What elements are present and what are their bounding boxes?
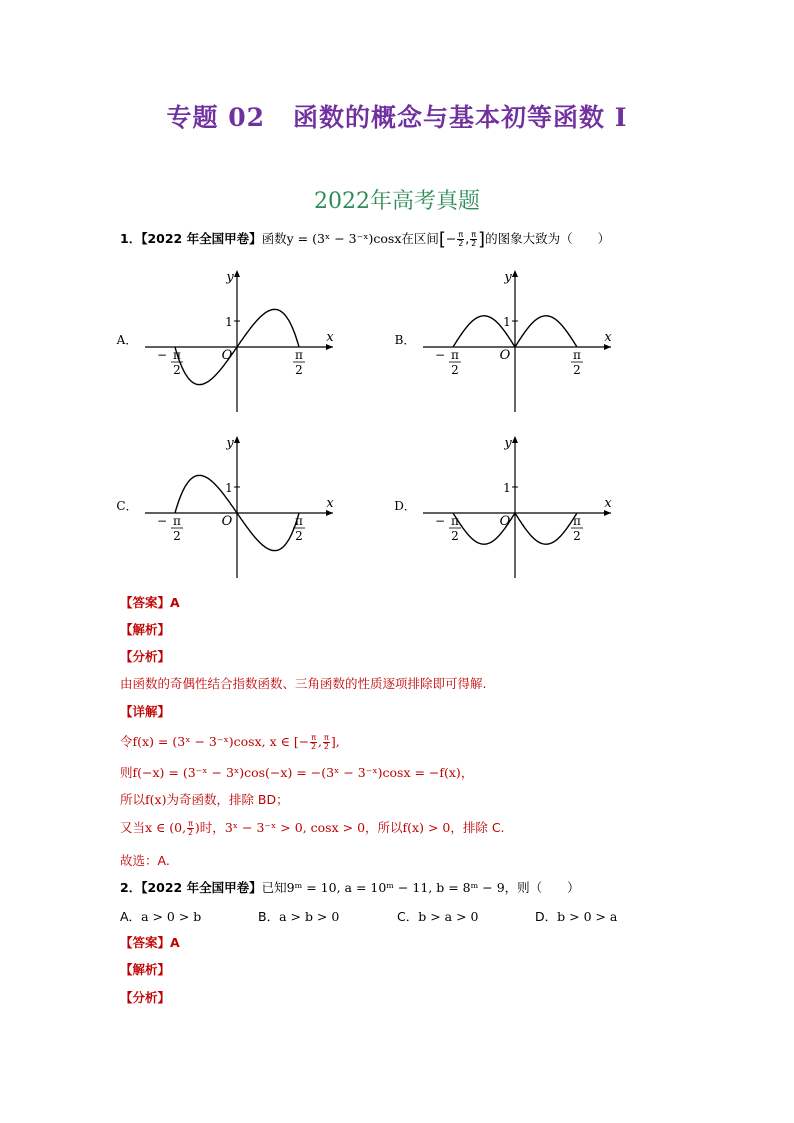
minus-sign: − bbox=[434, 348, 446, 362]
option-label: A． bbox=[116, 333, 138, 347]
option-label: D． bbox=[394, 499, 416, 513]
x-tick-num: π bbox=[173, 348, 181, 362]
page-title: 专题 02 函数的概念与基本初等函数 I bbox=[166, 103, 628, 132]
option-a[interactable]: A．a > 0 > b bbox=[120, 909, 202, 924]
origin-label: O bbox=[499, 514, 511, 529]
y-axis-label: y bbox=[504, 270, 512, 285]
option-label: C． bbox=[116, 499, 138, 513]
y-axis-arrow-icon bbox=[234, 436, 240, 443]
conclusion: 故选：A. bbox=[120, 853, 170, 868]
graph-option-b[interactable] bbox=[393, 262, 623, 417]
question-source-tag: 【2022 年全国甲卷】 bbox=[141, 231, 262, 246]
analysis-tag: 【解析】 bbox=[120, 622, 171, 637]
y-axis-arrow-icon bbox=[512, 436, 518, 443]
fenxi-tag: 【分析】 bbox=[120, 649, 171, 664]
x-tick-den: 2 bbox=[451, 529, 459, 543]
x-axis-label: x bbox=[604, 330, 612, 345]
graph-option-c[interactable] bbox=[115, 428, 345, 583]
x-axis-label: x bbox=[326, 496, 334, 511]
option-d[interactable]: D．b > 0 > a bbox=[535, 909, 618, 924]
fraction: $\frac{\pi}{2}$ bbox=[458, 230, 464, 248]
x-tick-den: 2 bbox=[573, 529, 581, 543]
x-tick-den: 2 bbox=[173, 363, 181, 377]
detail-line-3: 所以f(x)为奇函数，排除 BD； bbox=[120, 792, 289, 807]
q2-formula: 9ᵐ = 10, a = 10ᵐ − 11, b = 8ᵐ − 9 bbox=[286, 880, 505, 895]
fraction: $\frac{\pi}{2}$ bbox=[471, 230, 477, 248]
x-tick-num: π bbox=[295, 348, 303, 362]
x-tick-den: 2 bbox=[173, 529, 181, 543]
x-tick-den: 2 bbox=[295, 363, 303, 377]
x-axis-label: x bbox=[326, 330, 334, 345]
x-tick-den: 2 bbox=[451, 363, 459, 377]
detail-line-1: 令f(x) = (3ˣ − 3⁻ˣ)cosx, x ∈ [− $\frac{\pi}{2}$ , $\frac{\pi}{2}$ ], bbox=[120, 733, 340, 751]
section-subtitle: 2022年高考真题 bbox=[314, 189, 480, 214]
fenxi-text: 由函数的奇偶性结合指数函数、三角函数的性质逐项排除即可得解. bbox=[120, 676, 487, 691]
x-tick-num: π bbox=[173, 514, 181, 528]
origin-label: O bbox=[499, 348, 511, 363]
x-axis-label: x bbox=[604, 496, 612, 511]
q2-fenxi-tag: 【分析】 bbox=[120, 990, 171, 1005]
function-formula: y = (3ˣ − 3⁻ˣ)cosx bbox=[286, 231, 402, 246]
question-number: 2． bbox=[120, 880, 142, 895]
detail-line-4: 又当x ∈ (0, $\frac{\pi}{2}$ )时，3ˣ − 3⁻ˣ > 0, cosx > 0，所以f(x) > 0，排除 C. bbox=[120, 819, 505, 837]
question-1-stem: 1．【2022 年全国甲卷】函数y = (3ˣ − 3⁻ˣ)cosx在区间[− $\frac{\pi}{2}$ , $\frac{\pi}{2}$ ]的图象大致为（ ） bbox=[120, 229, 611, 250]
detail-line-2: 则f(−x) = (3⁻ˣ − 3ˣ)cos(−x) = −(3ˣ − 3⁻ˣ)cosx = −f(x)， bbox=[120, 765, 474, 780]
option-b[interactable]: B．a > b > 0 bbox=[258, 909, 340, 924]
question-number: 1． bbox=[120, 231, 142, 246]
x-tick-den: 2 bbox=[295, 529, 303, 543]
x-tick-num: π bbox=[295, 514, 303, 528]
y-axis-arrow-icon bbox=[234, 270, 240, 277]
question-2-stem: 2．【2022 年全国甲卷】已知9ᵐ = 10, a = 10ᵐ − 11, b = 8ᵐ − 9，则（ ） bbox=[120, 880, 580, 895]
minus-sign: − bbox=[434, 514, 446, 528]
minus-sign: − bbox=[156, 348, 168, 362]
y-axis-label: y bbox=[504, 436, 512, 451]
origin-label: O bbox=[221, 514, 233, 529]
y-axis-arrow-icon bbox=[512, 270, 518, 277]
question-source-tag: 【2022 年全国甲卷】 bbox=[141, 880, 262, 895]
x-tick-num: π bbox=[451, 514, 459, 528]
x-tick-num: π bbox=[573, 348, 581, 362]
detail-tag: 【详解】 bbox=[120, 704, 171, 719]
minus-sign: − bbox=[156, 514, 168, 528]
y-axis-label: y bbox=[226, 436, 234, 451]
x-tick-num: π bbox=[573, 514, 581, 528]
graph-option-a[interactable] bbox=[115, 262, 345, 417]
y-axis-label: y bbox=[226, 270, 234, 285]
y-tick-label: 1 bbox=[225, 315, 233, 329]
x-tick-den: 2 bbox=[573, 363, 581, 377]
origin-label: O bbox=[221, 348, 233, 363]
y-tick-label: 1 bbox=[503, 481, 511, 495]
answer-line: 【答案】A bbox=[120, 595, 180, 610]
option-c[interactable]: C．b > a > 0 bbox=[397, 909, 479, 924]
x-tick-num: π bbox=[451, 348, 459, 362]
q2-answer-line: 【答案】A bbox=[120, 935, 180, 950]
graph-option-d[interactable] bbox=[393, 428, 623, 583]
option-label: B． bbox=[394, 333, 416, 347]
q2-analysis-tag: 【解析】 bbox=[120, 962, 171, 977]
y-tick-label: 1 bbox=[225, 481, 233, 495]
y-tick-label: 1 bbox=[503, 315, 511, 329]
